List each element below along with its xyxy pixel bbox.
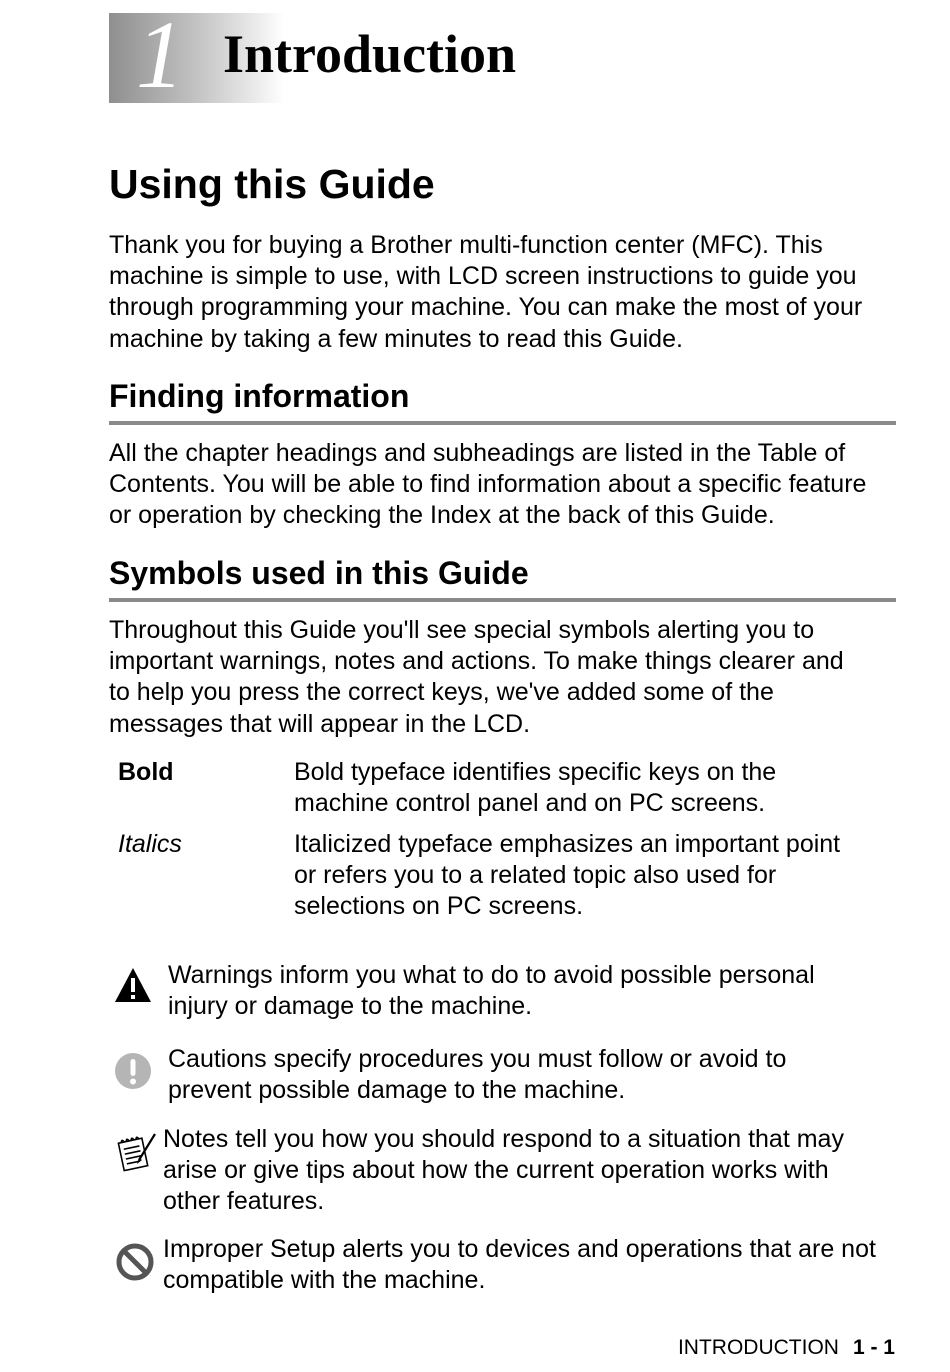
term-italics: Italics — [118, 830, 182, 858]
finding-line: or operation by checking the Index at the back of this Guide. — [109, 501, 775, 530]
symbols-paragraph — [109, 615, 909, 740]
definition-line: or refers you to a related topic also used for — [294, 861, 777, 889]
notice-line: other features. — [163, 1187, 325, 1216]
improper-setup-icon — [115, 1242, 155, 1282]
notice-line: Improper Setup alerts you to devices and operations that are not — [163, 1235, 876, 1263]
improper-setup-notice — [163, 1234, 876, 1296]
warning-notice — [168, 960, 815, 1022]
page-title: Using this Guide — [109, 161, 435, 207]
finding-information-paragraph — [109, 438, 909, 532]
definition-line: Italicized typeface emphasizes an important point — [294, 830, 841, 858]
symbols-line: important warnings, notes and actions. To make things clearer and — [109, 647, 844, 676]
intro-line: machine by taking a few minutes to read this Guide. — [109, 324, 683, 353]
page-number: 1 - 1 — [852, 1336, 895, 1359]
notice-line: prevent possible damage to the machine. — [168, 1076, 626, 1105]
term-italics-definition — [294, 829, 840, 922]
symbols-line: to help you press the correct keys, we've added some of the — [109, 678, 774, 707]
intro-paragraph — [109, 230, 909, 355]
finding-line: Contents. You will be able to find information about a specific feature — [109, 470, 867, 499]
finding-information-heading: Finding information — [109, 378, 410, 414]
intro-line: machine is simple to use, with LCD screen instructions to guide you — [109, 262, 857, 291]
term-bold-definition — [294, 757, 776, 819]
notice-line: Notes tell you how you should respond to a situation that may — [163, 1125, 844, 1153]
symbols-heading: Symbols used in this Guide — [109, 555, 529, 591]
caution-icon — [114, 1052, 152, 1090]
definition-line: Bold typeface identifies specific keys on the — [294, 758, 777, 786]
notice-line: Cautions specify procedures you must follow or avoid to — [168, 1045, 787, 1073]
warning-icon — [113, 966, 153, 1004]
caution-notice — [168, 1044, 786, 1106]
symbols-line: Throughout this Guide you'll see special symbols alerting you to — [109, 616, 815, 644]
symbols-line: messages that will appear in the LCD. — [109, 709, 531, 738]
intro-line: through programming your machine. You can make the most of your — [109, 293, 863, 322]
section-divider — [109, 598, 896, 602]
finding-line: All the chapter headings and subheadings are listed in the Table of — [109, 439, 846, 467]
footer-section-label: INTRODUCTION — [677, 1336, 839, 1359]
notice-line: compatible with the machine. — [163, 1266, 486, 1295]
note-notice — [163, 1124, 844, 1218]
chapter-number: 1 — [136, 1, 184, 108]
section-divider — [109, 421, 896, 425]
note-icon — [115, 1130, 159, 1174]
notice-line: Warnings inform you what to do to avoid possible personal — [168, 961, 815, 989]
intro-line: Thank you for buying a Brother multi-function center (MFC). This — [109, 231, 823, 259]
term-bold: Bold — [118, 758, 174, 786]
notice-line: injury or damage to the machine. — [168, 992, 533, 1021]
chapter-title: Introduction — [223, 24, 517, 84]
definition-line: selections on PC screens. — [294, 892, 584, 920]
notice-line: arise or give tips about how the current operation works with — [163, 1156, 829, 1185]
page-footer — [600, 1334, 895, 1362]
definition-line: machine control panel and on PC screens. — [294, 789, 766, 817]
